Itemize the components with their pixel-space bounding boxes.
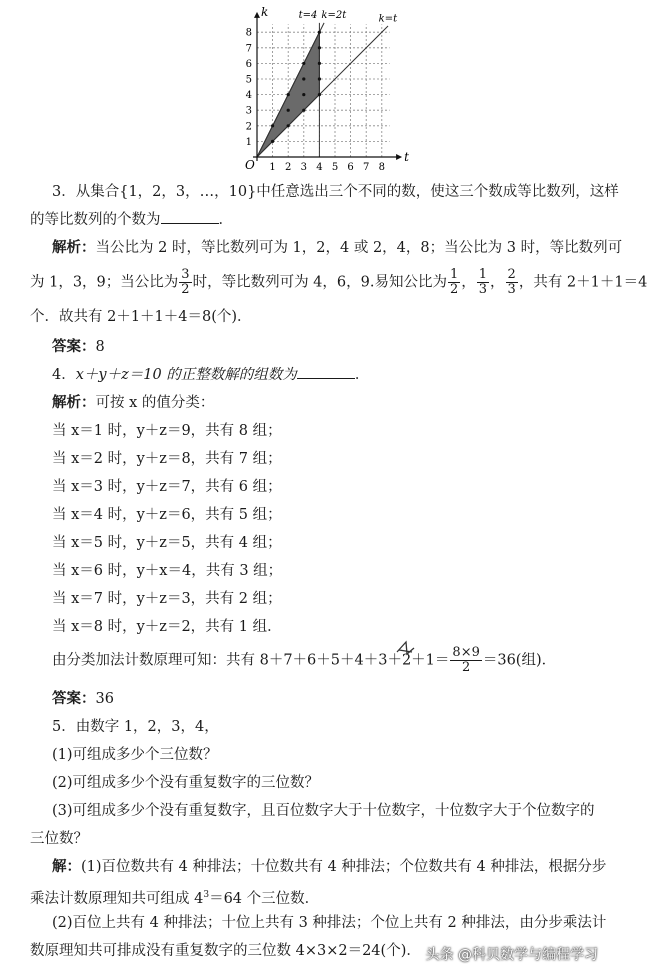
line-label-k2t: k=2t	[321, 10, 347, 22]
fraction-numerator: 8×9	[452, 645, 480, 660]
q5-part2: (2)可组成多少个没有重复数字的三位数？	[52, 775, 320, 791]
lattice-point	[302, 62, 305, 65]
fraction-numerator: 1	[478, 267, 488, 282]
fraction-denominator: 2	[181, 282, 190, 297]
y-tick-label: 1	[245, 136, 252, 148]
q5-solution-line4: 数原理知共可排成没有重复数字的三位数 4×3×2＝24(个)．	[30, 943, 421, 959]
q4-stem-end: ．	[354, 367, 370, 383]
q4-answer-line	[52, 688, 114, 710]
fraction-1-2	[448, 268, 460, 297]
y-tick-label: 4	[245, 90, 252, 102]
lattice-point	[318, 77, 321, 80]
q3-answer-label: 答案：	[52, 338, 96, 355]
lattice-point	[318, 62, 321, 65]
q4-answer-value: 36	[95, 691, 114, 707]
q3-answer-blank	[161, 209, 219, 224]
y-tick-label: 2	[245, 121, 252, 133]
y-tick-label: 6	[245, 58, 252, 70]
q4-solution-label: 解析：	[52, 394, 96, 411]
q5-stem: 5．由数字 1，2，3，4，	[52, 719, 219, 735]
y-axis-arrow	[254, 12, 260, 18]
y-tick-label: 5	[245, 74, 252, 86]
fraction-denominator: 3	[507, 282, 516, 297]
lattice-point	[302, 93, 305, 96]
fraction-denominator: 2	[462, 660, 471, 675]
lattice-point	[271, 124, 274, 127]
q5-part3-line2: 三位数？	[30, 831, 88, 847]
x-tick-label: 7	[363, 162, 370, 173]
x-tick-label: 1	[269, 162, 276, 173]
q5-solution-text2b: ＝64 个三位数．	[209, 891, 320, 907]
fraction-2-3	[506, 268, 518, 297]
y-axis-label: k	[261, 4, 269, 19]
q5-solution-text1: (1)百位数共有 4 种排法；十位数共有 4 种排法；个位数共有 4 种排法，根据分步	[81, 859, 607, 875]
q3-solution-label: 解析：	[52, 239, 96, 256]
x-tick-label: 8	[378, 162, 385, 173]
line-label-kt: k=t	[378, 13, 398, 25]
fraction-8x9-2	[450, 646, 481, 675]
x-tick-label: 4	[316, 162, 323, 173]
q3-solution-text2c: ，共有 2＋1＋1＝4	[518, 274, 647, 291]
lattice-point	[302, 77, 305, 80]
q3-answer-line	[52, 336, 105, 358]
q3-solution-line2	[30, 268, 647, 297]
q4-case-8: 当 x＝8 时，y＋z＝2，共有 1 组．	[52, 619, 282, 635]
q4-case-2: 当 x＝2 时，y＋z＝8，共有 7 组；	[52, 451, 282, 467]
q4-case-1: 当 x＝1 时，y＋z＝9，共有 8 组；	[52, 423, 282, 439]
q3-solution-line1	[52, 237, 622, 259]
q5-solution-line2	[30, 884, 319, 910]
q4-answer-label: 答案：	[52, 690, 96, 707]
q3-stem-line2	[30, 209, 233, 231]
q5-solution-text2a: 乘法计数原理知共可组成 4	[30, 891, 204, 907]
lattice-point	[318, 93, 321, 96]
q5-solution-label: 解：	[52, 858, 81, 875]
lattice-point	[318, 31, 321, 34]
q3-solution-text2a: 为 1，3，9；当公比为	[30, 274, 179, 291]
q5-part3-line1: (3)可组成多少个没有重复数字，且百位数字大于十位数字，十位数字大于个位数字的	[52, 803, 595, 819]
lattice-point	[271, 140, 274, 143]
q4-case-7: 当 x＝7 时，y＋z＝3，共有 2 组；	[52, 591, 282, 607]
x-tick-label: 2	[285, 162, 292, 173]
q4-stem-number: 4．	[52, 367, 76, 383]
line-label-t4: t=4	[298, 10, 318, 22]
fraction-denominator: 2	[449, 282, 459, 297]
q4-solution-intro	[52, 392, 214, 414]
q3-stem-text: 的等比数列的个数为	[30, 212, 161, 228]
q3-solution-text2b: 时，等比数列可为 4，6，9.易知公比为	[192, 274, 447, 291]
graph-lines	[257, 23, 388, 157]
fraction-numerator: 2	[507, 267, 516, 282]
q4-answer-blank	[297, 364, 355, 379]
origin-label: O	[245, 158, 255, 172]
exponent: 3	[203, 890, 210, 900]
x-tick-label: 3	[300, 162, 307, 173]
x-axis-arrow	[396, 154, 402, 160]
lattice-point	[287, 93, 290, 96]
lattice-point	[287, 109, 290, 112]
q5-solution-line1	[52, 856, 606, 878]
lattice-point	[318, 46, 321, 49]
q5-part1: (1)可组成多少个三位数？	[52, 747, 218, 763]
comma: ，	[490, 274, 505, 291]
fraction-numerator: 1	[449, 267, 459, 282]
handwritten-mark	[394, 638, 420, 660]
q4-summary-line	[52, 646, 556, 675]
watermark: 头条 @科贝数学与编程学习	[425, 947, 598, 963]
q4-stem-text: x＋y＋z＝10 的正整数解的组数为	[75, 367, 297, 383]
q3-stem-line1: 3．从集合{1，2，3，…，10}中任意选出三个不同的数，使这三个数成等比数列，这样	[52, 184, 619, 200]
q4-case-6: 当 x＝6 时，y＋x＝4，共有 3 组；	[52, 563, 283, 579]
x-tick-label: 5	[331, 162, 339, 173]
feasible-region-graph	[0, 0, 610, 180]
fraction-denominator: 3	[478, 282, 488, 297]
q4-summary-text-a: 由分类加法计数原理可知：共有 8＋7＋6＋5＋4＋3＋2＋1＝	[52, 652, 450, 669]
q3-solution-text1: 当公比为 2 时，等比数列可为 1，2，4 或 2，4，8；当公比为 3 时，等比数列可	[95, 240, 623, 256]
q4-case-4: 当 x＝4 时，y＋z＝6，共有 5 组；	[52, 507, 282, 523]
q4-case-3: 当 x＝3 时，y＋z＝7，共有 6 组；	[52, 479, 282, 495]
q5-solution-line3: (2)百位上共有 4 种排法；十位上共有 3 种排法；个位上共有 2 种排法，由分步乘法计	[52, 915, 607, 931]
x-tick-label: 6	[347, 162, 354, 173]
q3-stem-end: ．	[218, 212, 233, 228]
fraction-3-2	[179, 268, 191, 297]
q3-solution-line3: 个．故共有 2＋1＋1＋4＝8(个)．	[30, 309, 252, 325]
fraction-numerator: 3	[181, 267, 190, 282]
q4-summary-text-b: ＝36(组)．	[482, 652, 557, 669]
y-tick-label: 8	[245, 27, 252, 39]
fraction-1-3	[477, 268, 489, 297]
q4-solution-intro-text: 可按 x 的值分类：	[95, 395, 215, 411]
y-tick-label: 7	[245, 43, 252, 55]
comma: ，	[461, 274, 476, 291]
lattice-point	[302, 109, 305, 112]
y-tick-label: 3	[245, 105, 252, 117]
q3-answer-value: 8	[95, 339, 105, 355]
line-k-equals-t	[257, 26, 388, 157]
q4-case-5: 当 x＝5 时，y＋z＝5，共有 4 组；	[52, 535, 282, 551]
q4-stem-line	[52, 364, 369, 386]
lattice-point	[287, 124, 290, 127]
x-axis-label: t	[404, 150, 409, 164]
